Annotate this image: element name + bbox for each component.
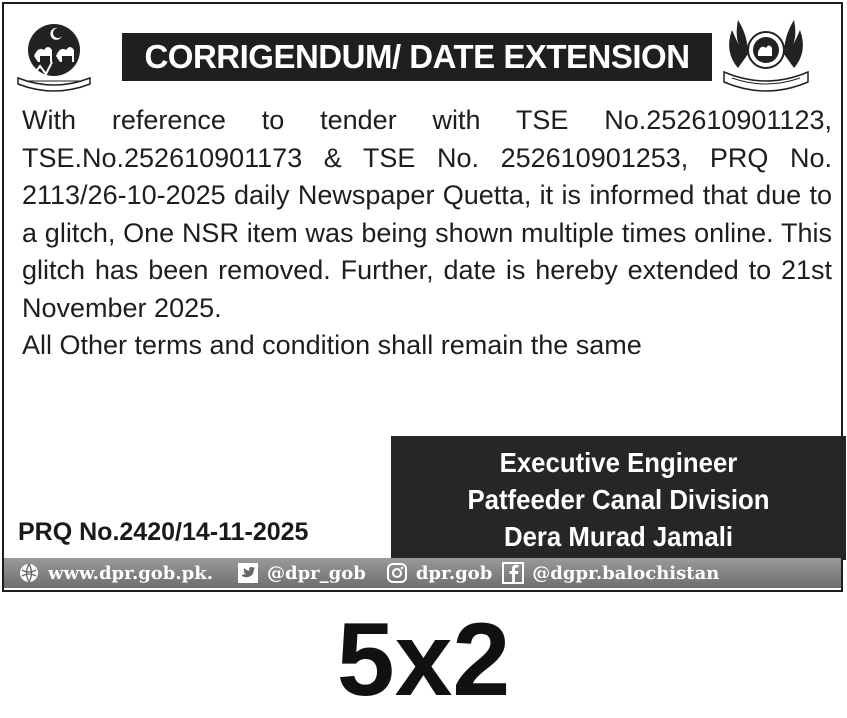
notice-body [22,102,832,365]
website-text: www.dpr.gob.pk. [48,562,213,584]
prq-number: PRQ No.2420/14-11-2025 [18,518,309,546]
notice-closing-line: All Other terms and condition shall remain the same [22,330,642,360]
notice-paragraph: With reference to tender with TSE No.252610901123, TSE.No.252610901173 & TSE No. 252610901253, PRQ No. 2113/26-10-2025 daily Newspaper Quetta, it is informed that due to a glitch, One NSR item was being shown multiple times online. This glitch has been removed. Further, date is hereby extended to 21st November 2025. [22,105,832,323]
ad-size-label: 5x2 [336,602,511,718]
signature-division: Patfeeder Canal Division [467,484,770,515]
instagram-icon [386,562,408,584]
dgpr-emblem-logo [718,12,814,94]
instagram-handle: dpr.gob [415,562,493,584]
signature-designation: Executive Engineer [499,447,738,478]
facebook-icon [502,562,524,584]
footer-facebook[interactable] [502,562,719,584]
signature-location: Dera Murad Jamali [503,521,734,552]
title-bar [122,33,712,81]
facebook-handle: @dgpr.balochistan [532,562,720,584]
signature-block [391,436,846,560]
balochistan-emblem-logo [14,14,94,94]
footer-instagram[interactable] [386,562,492,584]
title-text: CORRIGENDUM/ DATE EXTENSION [144,38,690,75]
twitter-handle: @dpr_gob [266,562,366,584]
footer-website[interactable] [18,562,213,584]
twitter-icon [237,562,259,584]
social-footer [4,558,841,588]
globe-icon [18,562,40,584]
advertisement-frame [2,2,843,592]
footer-twitter[interactable] [237,562,366,584]
